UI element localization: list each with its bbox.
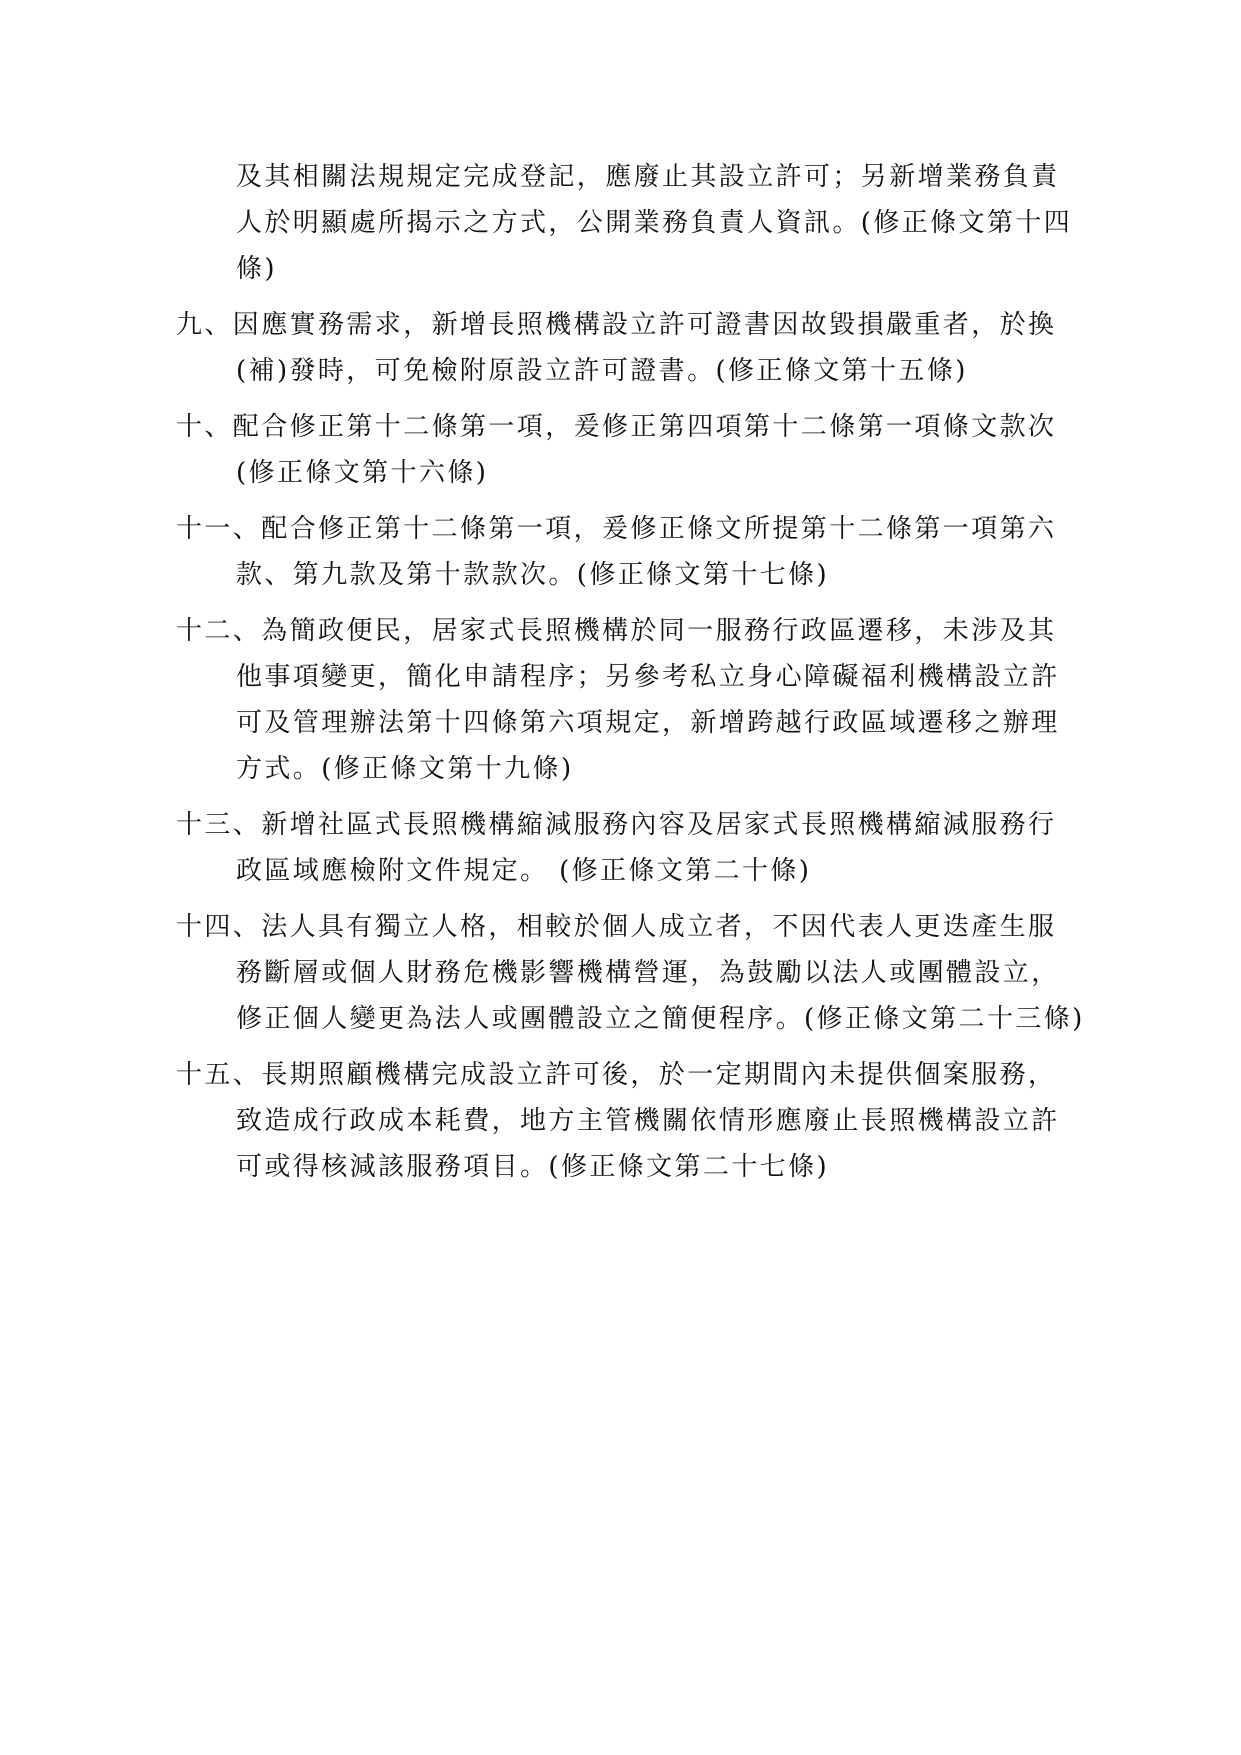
paragraph-line: 修正個人變更為法人或團體設立之簡便程序。(修正條文第二十三條)	[236, 1004, 1085, 1034]
paragraph-line: 務斷層或個人財務危機影響機構營運，為鼓勵以法人或團體設立，	[236, 958, 1060, 988]
item-first-line: 十二、為簡政便民，居家式長照機構於同一服務行政區遷移，未涉及其	[176, 616, 1057, 646]
item-first-line: 十、配合修正第十二條第一項，爰修正第四項第十二條第一項條文款次	[176, 412, 1057, 442]
list-item-9	[176, 302, 1136, 394]
paragraph-line: 可及管理辦法第十四條第六項規定，新增跨越行政區域遷移之辦理	[236, 708, 1060, 738]
item-first-line: 九、因應實務需求，新增長照機構設立許可證書因故毀損嚴重者，於換	[176, 310, 1057, 340]
paragraph-line: 他事項變更，簡化申請程序；另參考私立身心障礙福利機構設立許	[236, 662, 1060, 692]
paragraph-line: 政區域應檢附文件規定。 (修正條文第二十條)	[236, 856, 812, 886]
list-item-10	[176, 404, 1136, 496]
item-first-line: 十三、新增社區式長照機構縮減服務內容及居家式長照機構縮減服務行	[176, 810, 1057, 840]
paragraph-line: (補)發時，可免檢附原設立許可證書。(修正條文第十五條)	[236, 356, 968, 386]
item-first-line: 十五、長期照顧機構完成設立許可後，於一定期間內未提供個案服務，	[176, 1060, 1057, 1090]
paragraph-line: 及其相關法規規定完成登記，應廢止其設立許可；另新增業務負責	[236, 162, 1060, 192]
list-item-13	[176, 802, 1136, 894]
list-item-15	[176, 1052, 1136, 1190]
list-item-11	[176, 506, 1136, 598]
item-first-line: 十一、配合修正第十二條第一項，爰修正條文所提第十二條第一項第六	[176, 514, 1057, 544]
paragraph-line: 人於明顯處所揭示之方式，公開業務負責人資訊。(修正條文第十四	[236, 208, 1073, 238]
paragraph-line: 款、第九款及第十款款次。(修正條文第十七條)	[236, 560, 830, 590]
item-first-line: 十四、法人具有獨立人格，相較於個人成立者，不因代表人更迭產生服	[176, 912, 1057, 942]
paragraph-line: 可或得核減該服務項目。(修正條文第二十七條)	[236, 1152, 830, 1182]
paragraph-line: 致造成行政成本耗費，地方主管機關依情形應廢止長照機構設立許	[236, 1106, 1060, 1136]
paragraph-line: (修正條文第十六條)	[236, 458, 489, 488]
document-body	[176, 154, 1136, 1192]
paragraph-line: 方式。(修正條文第十九條)	[236, 754, 574, 784]
continuation-paragraph	[176, 154, 1136, 292]
paragraph-line: 條)	[236, 254, 277, 284]
list-item-12	[176, 608, 1136, 792]
list-item-14	[176, 904, 1136, 1042]
